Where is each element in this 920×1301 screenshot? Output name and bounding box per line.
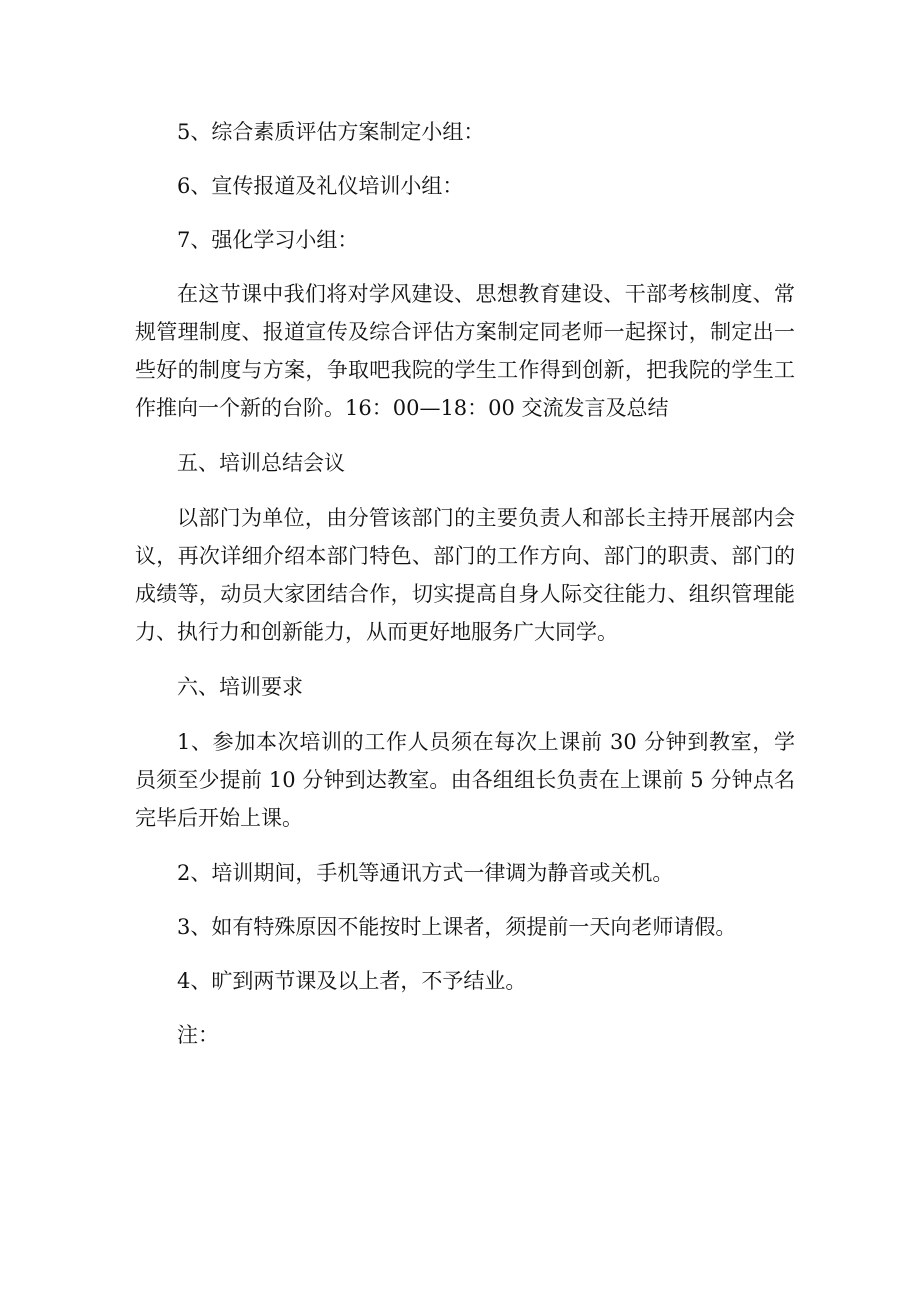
paragraph-note: 注： <box>177 1023 219 1047</box>
paragraph-requirement-3: 3、如有特殊原因不能按时上课者，须提前一天向老师请假。 <box>177 915 737 939</box>
section-heading-summary-meeting: 五、培训总结会议 <box>177 451 345 475</box>
paragraph-requirement-2: 2、培训期间，手机等通讯方式一律调为静音或关机。 <box>177 861 674 885</box>
paragraph-class-discussion: 在这节课中我们将对学风建设、思想教育建设、干部考核制度、常规管理制度、报道宣传及综合评估方案制定同老师一起探讨，制定出一些好的制度与方案，争取吧我院的学生工作得到创新，把我院的学生工作推向一个新的台阶。16：00—18：00 交流发言及总结 <box>135 282 795 420</box>
paragraph-item-5: 5、综合素质评估方案制定小组： <box>177 120 485 144</box>
paragraph-requirement-4: 4、旷到两节课及以上者，不予结业。 <box>177 969 527 993</box>
paragraph-requirement-1: 1、参加本次培训的工作人员须在每次上课前 30 分钟到教室，学员须至少提前 10 分钟到达教室。由各组组长负责在上课前 5 分钟点名完毕后开始上课。 <box>135 730 795 830</box>
paragraph-summary-meeting: 以部门为单位，由分管该部门的主要负责人和部长主持开展部内会议，再次详细介绍本部门特色、部门的工作方向、部门的职责、部门的成绩等，动员大家团结合作，切实提高自身人际交往能力、组织管理能力、执行力和创新能力，从而更好地服务广大同学。 <box>135 506 795 644</box>
paragraph-item-6: 6、宣传报道及礼仪培训小组： <box>177 174 464 198</box>
document-body <box>135 113 795 1054</box>
paragraph-item-7: 7、强化学习小组： <box>177 228 359 252</box>
section-heading-training-requirements: 六、培训要求 <box>177 675 303 699</box>
